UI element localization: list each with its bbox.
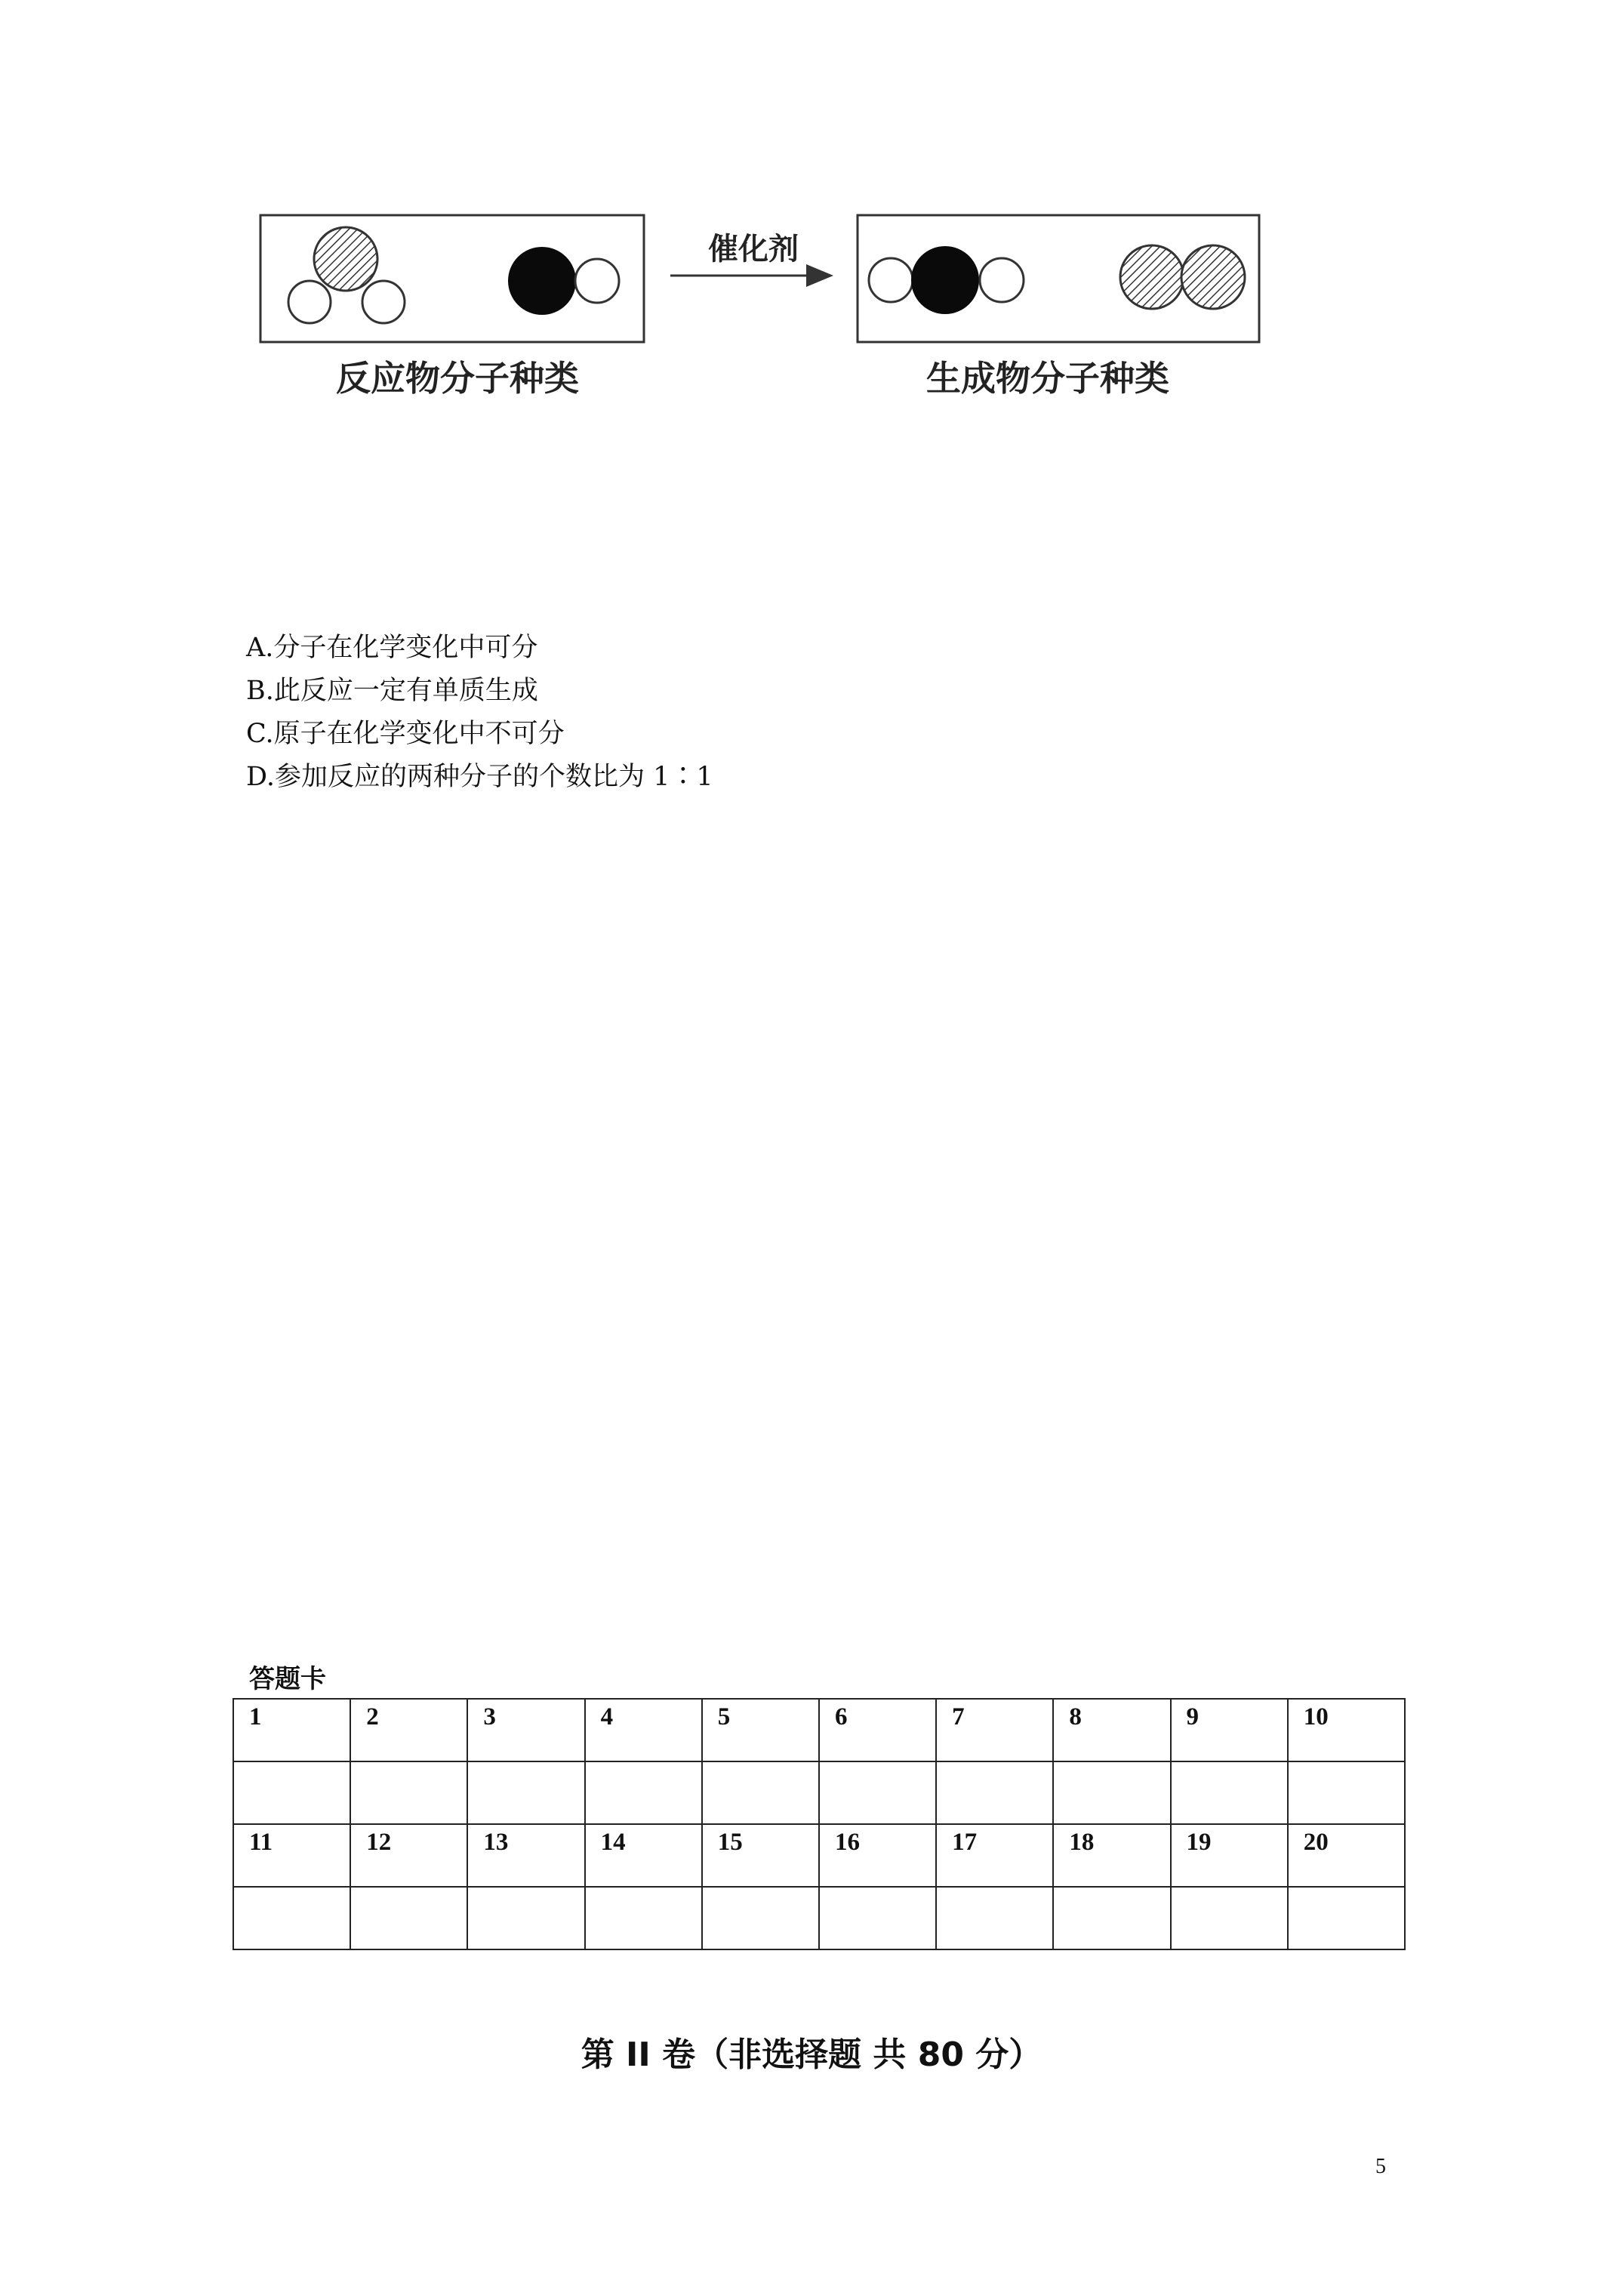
option-c: C.原子在化学变化中不可分 xyxy=(246,719,565,749)
answer-cell[interactable] xyxy=(467,1761,584,1824)
answer-card-title: 答题卡 xyxy=(249,1664,326,1694)
question-number: 6 xyxy=(819,1699,936,1761)
question-number: 7 xyxy=(936,1699,1053,1761)
answer-card-blank-row xyxy=(233,1887,1405,1949)
reactant-white-atom-left xyxy=(288,281,331,323)
option-d: D.参加反应的两种分子的个数比为 1∶1 xyxy=(246,762,713,792)
question-number: 8 xyxy=(1053,1699,1170,1761)
answer-cell[interactable] xyxy=(936,1761,1053,1824)
question-number: 9 xyxy=(1171,1699,1288,1761)
question-number: 4 xyxy=(585,1699,702,1761)
answer-cell[interactable] xyxy=(702,1887,819,1949)
question-number: 3 xyxy=(467,1699,584,1761)
question-number: 15 xyxy=(702,1824,819,1887)
answer-cell[interactable] xyxy=(585,1887,702,1949)
answer-cell[interactable] xyxy=(1171,1761,1288,1824)
product-hatched-atom-right xyxy=(1181,245,1245,309)
reactant-white-atom-right xyxy=(362,281,405,323)
section-title: 第 II 卷（非选择题 共 80 分） xyxy=(581,2036,1042,2074)
answer-card-table xyxy=(233,1698,1406,1950)
question-number: 17 xyxy=(936,1824,1053,1887)
page-number: 5 xyxy=(1375,2155,1386,2178)
answer-cell[interactable] xyxy=(1053,1887,1170,1949)
option-a: A.分子在化学变化中可分 xyxy=(246,633,538,663)
answer-card-blank-row xyxy=(233,1761,1405,1824)
answer-cell[interactable] xyxy=(819,1761,936,1824)
product-white-atom-left xyxy=(869,258,913,302)
question-number: 20 xyxy=(1288,1824,1405,1887)
product-white-atom-right xyxy=(980,258,1024,302)
answer-cell[interactable] xyxy=(233,1887,350,1949)
reactant-black-atom xyxy=(509,248,575,314)
answer-cell[interactable] xyxy=(936,1887,1053,1949)
product-black-atom xyxy=(912,247,978,313)
answer-cell[interactable] xyxy=(350,1887,467,1949)
answer-cell[interactable] xyxy=(1288,1887,1405,1949)
question-number: 18 xyxy=(1053,1824,1170,1887)
question-number: 16 xyxy=(819,1824,936,1887)
product-caption: 生成物分子种类 xyxy=(926,358,1169,399)
answer-cell[interactable] xyxy=(467,1887,584,1949)
question-number: 14 xyxy=(585,1824,702,1887)
answer-cell[interactable] xyxy=(702,1761,819,1824)
answer-cell[interactable] xyxy=(819,1887,936,1949)
question-number: 11 xyxy=(233,1824,350,1887)
question-number: 19 xyxy=(1171,1824,1288,1887)
answer-cell[interactable] xyxy=(1171,1887,1288,1949)
answer-cell[interactable] xyxy=(1053,1761,1170,1824)
question-number: 5 xyxy=(702,1699,819,1761)
reactant-caption: 反应物分子种类 xyxy=(336,358,579,399)
reactant-white-atom-small xyxy=(575,259,619,303)
reactant-hatched-atom xyxy=(314,227,377,291)
product-hatched-atom-left xyxy=(1120,245,1184,309)
reaction-diagram xyxy=(249,200,1291,411)
answer-options xyxy=(246,627,713,799)
answer-cell[interactable] xyxy=(585,1761,702,1824)
catalyst-label: 催化剂 xyxy=(708,232,799,267)
question-number: 13 xyxy=(467,1824,584,1887)
answer-cell[interactable] xyxy=(350,1761,467,1824)
answer-card-number-row xyxy=(233,1824,1405,1887)
question-number: 1 xyxy=(233,1699,350,1761)
question-number: 2 xyxy=(350,1699,467,1761)
answer-cell[interactable] xyxy=(1288,1761,1405,1824)
answer-cell[interactable] xyxy=(233,1761,350,1824)
option-b: B.此反应一定有单质生成 xyxy=(246,676,538,706)
question-number: 10 xyxy=(1288,1699,1405,1761)
answer-card-number-row xyxy=(233,1699,1405,1761)
question-number: 12 xyxy=(350,1824,467,1887)
